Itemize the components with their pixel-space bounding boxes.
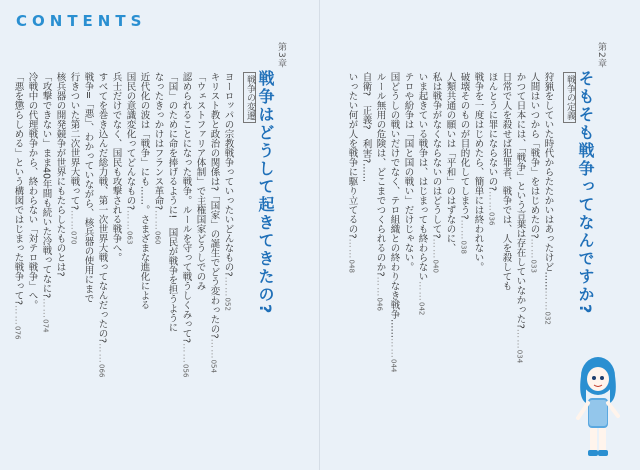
toc-leader-dots: …… [374,276,386,298]
toc-item-text: キリスト教と政治の関係は?「国家」の誕生でどう変わったの? [208,72,220,339]
toc-leader-dots: …… [346,238,358,260]
toc-leader-dots: …… [40,298,52,320]
toc-leader-dots: …… [486,191,498,213]
toc-item-page: 044 [389,359,398,373]
toc-item-text: 国民の意識変化ってどんなもの? [124,72,136,211]
toc-item-page: 032 [543,311,552,325]
toc-leader-dots: …… [528,238,540,260]
toc-item[interactable] [473,72,483,272]
toc-item-text: いったい何が人を戦争に駆り立てるの? [346,72,358,239]
toc-leader-dots: …… [180,343,192,365]
toc-leader-dots: …… [430,238,442,260]
toc-item[interactable] [389,72,399,372]
toc-item-page: 034 [515,349,524,364]
toc-item[interactable] [543,72,553,325]
toc-item-text: 破壊そのものが目的化してしまう? [458,72,470,220]
toc-item-text: 私は戦争がなくならないのはどうして? [430,72,442,239]
toc-item-text: 狩猟をしていた時代からたたかいはあったけど…… [542,72,554,291]
toc-leader-dots: …… [12,305,24,327]
toc-item-text: 「攻撃できない」まま40年間も続いた冷戦ってなに? [40,72,52,299]
toc-item-page: 070 [69,231,78,245]
toc-item[interactable] [347,72,357,273]
toc-leader-dots: …… [458,219,470,241]
toc-item-text: 「ウェストファリア体制」で主権国家どうしでのみ [194,72,206,291]
toc-item[interactable] [223,72,233,311]
toc-item-text: 核兵器の開発競争が世界にもたらしたものとは? [54,72,66,277]
contents-title: CONTENTS [16,12,147,30]
character-illustration [568,348,628,463]
toc-item[interactable] [125,72,135,244]
toc-item-text: 国どうしの戦いだけでなく、テロ組織との終わりなき戦争…… [388,72,400,338]
toc-item-text: 行きついた第二次世界大戦って? [68,72,80,211]
toc-item-text: ヨーロッパの宗教戦争っていったいどんなもの? [222,72,234,277]
toc-item[interactable] [139,72,149,310]
toc-item-page: 063 [125,231,134,245]
toc-item-text: 兵士だけでなく、国民も攻撃される戦争へ。 [110,72,122,262]
toc-item[interactable] [111,72,121,262]
chapter2-section: 戦争の定義 [563,72,576,123]
toc-item-text: 冷戦中の代理戦争から、終わらない「対テロ戦争」へ。 [26,72,38,310]
toc-leader-dots: …… [542,290,554,312]
toc-item[interactable] [445,72,455,253]
chapter3-number: 第3章 [276,42,286,69]
toc-item[interactable] [487,72,497,225]
toc-item[interactable] [459,72,469,254]
toc-item[interactable] [195,72,205,291]
toc-item[interactable] [375,72,385,311]
toc-item-text: ほんとうに罪にならないの? [486,72,498,192]
chapter3-section: 戦争の変遷 [243,72,256,123]
toc-item[interactable] [515,72,525,363]
toc-item-text: 日常で人を殺せば犯罪者、戦争では、人を殺しても [500,72,512,291]
toc-item-page: 036 [487,212,496,226]
toc-item[interactable] [431,72,441,273]
toc-item-page: 052 [223,297,232,311]
toc-item[interactable] [209,72,219,373]
toc-item-page: 046 [375,297,384,311]
toc-item[interactable] [501,72,511,291]
toc-leader-dots: …… [222,276,234,298]
toc-leader-dots: …… [68,210,80,232]
toc-item-page: 048 [347,259,356,273]
toc-item[interactable] [403,72,413,272]
toc-item-page: 042 [417,302,426,316]
toc-item[interactable] [69,72,79,244]
toc-item[interactable] [361,72,371,182]
toc-item-page: 040 [431,259,440,273]
toc-leader-dots: …… [388,338,400,359]
toc-item-page: 054 [209,359,218,373]
toc-item-text: 認められることになった戦争。ルールを守って戦うしくみって? [180,72,192,344]
toc-item-text: テロや紛争は「国と国の戦い」だけじゃない。 [402,72,414,272]
toc-item[interactable] [55,72,65,277]
chapter2-title: そもそも戦争ってなんですか? [576,70,595,316]
chapter3-title: 戦争はどうして起きてきたの? [256,70,275,316]
toc-item-text: 人間はいつから「戦争」をはじめたの? [528,72,540,239]
toc-item-page: 038 [459,240,468,254]
toc-leader-dots: …… [152,210,164,232]
toc-item-text: いま起きている戦争は、はじまっても終わらない [416,72,428,281]
toc-item-text: 戦争=「悪」、わかっていながら、核兵器の使用にまで [82,72,94,304]
toc-item-page: 076 [13,326,22,340]
toc-item-text: すべてを巻き込んだ総力戦、第一次世界大戦ってなんだったの? [96,72,108,344]
toc-item-text: 戦争を一度はじめたら、簡単には終われない。 [472,72,484,272]
toc-item[interactable] [27,72,37,310]
toc-item-text: 人類共通の願いは「平和」のはずなのに、 [444,72,456,253]
toc-item-page: 074 [41,319,50,333]
toc-item-page: 056 [181,364,190,378]
toc-item[interactable] [153,72,163,244]
toc-item-page: 060 [153,231,162,245]
toc-item-page: 033 [529,259,538,273]
toc-item[interactable] [97,72,107,377]
toc-item-text: 「悪を懲らしめる」という構図ではじまった戦争って? [12,72,24,306]
toc-item[interactable] [417,72,427,315]
toc-item-page: 066 [97,364,106,378]
page-spine [319,0,320,470]
toc-item-text: ルール無用の危険は、どこまでつくられるのか? [374,72,386,277]
toc-item[interactable] [529,72,539,273]
toc-item[interactable] [167,72,177,332]
toc-item-text: なったきっかけはフランス革命? [152,72,164,211]
toc-leader-dots: …… [124,210,136,232]
toc-item-text: 自衛? 正義? 利害?…… [360,72,372,183]
toc-item[interactable] [83,72,93,303]
toc-item-text: 「国」のために命を捧げるように! 国民が戦争を担うように [166,72,178,333]
chapter2-number: 第2章 [596,42,606,69]
toc-item[interactable] [13,72,23,339]
toc-leader-dots: …… [416,281,428,302]
toc-leader-dots: …… [514,328,526,350]
toc-item[interactable] [41,72,51,333]
toc-item-text: 近代化の波は「戦争」にも……。さまざまな進化による [138,72,150,310]
toc-item-text: かつて日本には、「戦争」という言葉は存在していなかった? [514,72,526,329]
toc-leader-dots: …… [208,338,220,360]
toc-leader-dots: …… [96,343,108,365]
toc-item[interactable] [181,72,191,377]
